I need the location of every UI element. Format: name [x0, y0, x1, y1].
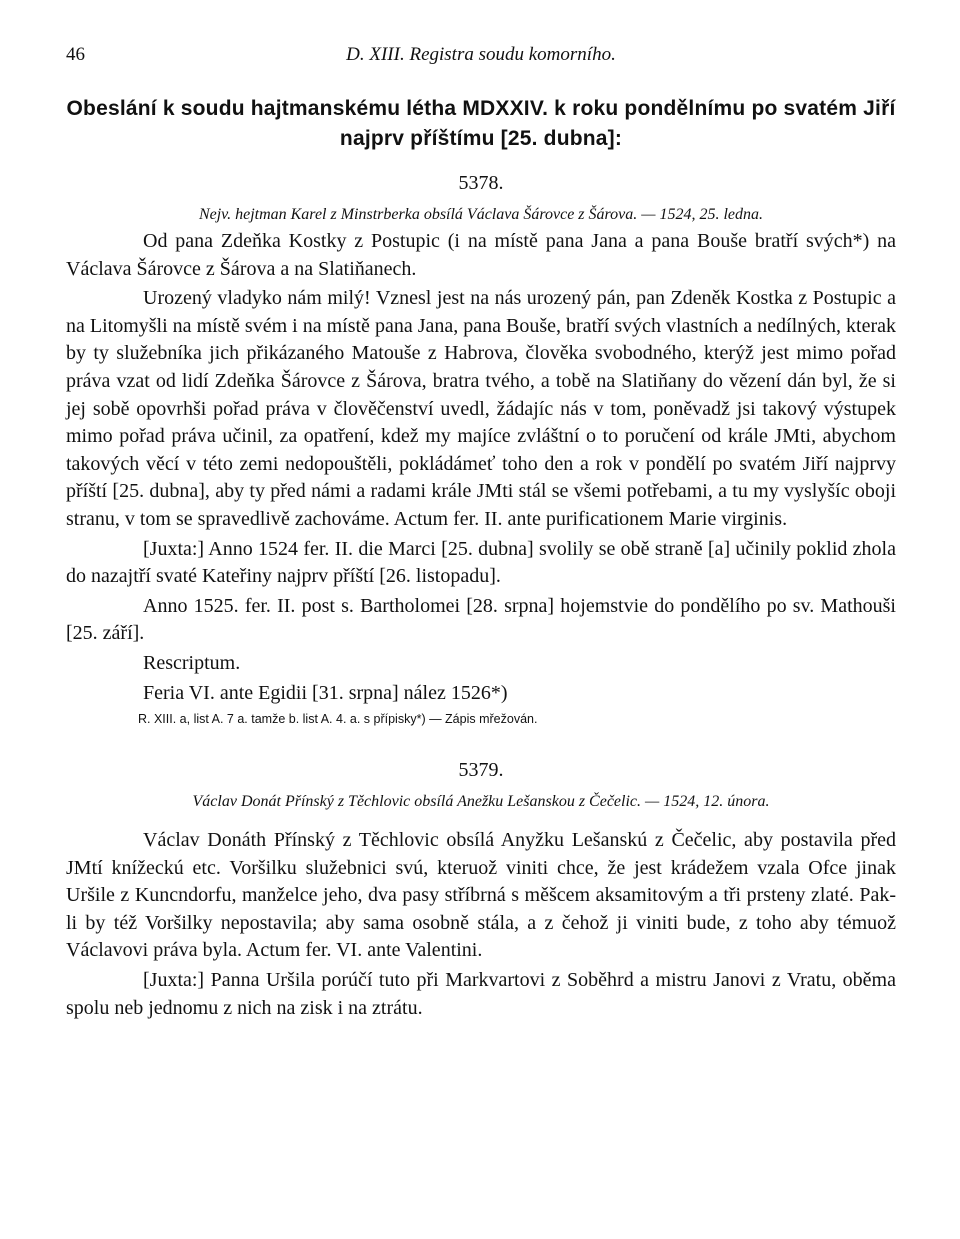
document-page	[66, 44, 896, 1022]
running-title: D. XIII. Registra soudu komorního.	[346, 44, 616, 65]
document-entry	[66, 755, 896, 1022]
page-number: 46	[66, 44, 85, 65]
document-regest: Václav Donát Přínský z Těchlovic obsílá Anežku Lešanskou z Čečelic. — 1524, 12. února.	[192, 793, 770, 811]
paragraph: Urozený vladyko nám milý! Vznesl jest na nás urozený pán, pan Zdeněk Kostka z Postupic a na Litomyšli na místě svém i na místě pana Jana, pana Bouše, bratří svých vlastních a nedílných, kterak by ty služebníka jich přikázaného Matouše z Habrova, člověka svobodného, kterýž jest mimo pořad práva vzat od lidí Zdeňka Šárovce z Šárova, bratra tvého, a tobě na Slatiňany do vězení dán byl, že si jej sobě opovrhši pořad práva v člověčenství uvedl, žádajíc nás v tom, poněvadž jsi takový výstupek mimo pořad práva učinil, za opatření, kdež my majíce zvláštní o to poručení od krále JMti, abychom takových věcí v této zemi nedopouštěli, pokládámeť toho den a rok v pondělí po svatém Jiří najprvy příští [25. dubna], aby ty před námi a radami krále JMti stál se všemi potřebami, a tu my vyslyšíc oboji stranu, v tom se spravedlivě zachováme. Actum fer. II. ante purificationem Marie virginis.	[66, 287, 896, 530]
document-number: 5379.	[458, 759, 504, 782]
running-head	[66, 44, 896, 72]
paragraph: [Juxta:] Anno 1524 fer. II. die Marci [25. dubna] svolily se obě straně [a] učinily poklid zhola do nazajtří svaté Kateřiny najprv příští [26. listopadu].	[66, 537, 896, 588]
document-entry	[66, 168, 896, 729]
section-title: Obeslání k soudu hajtmanskému létha MDXXIV. k roku pondělnímu po svatém Jiří najprv příštímu [25. dubna]:	[66, 97, 896, 150]
source-note: R. XIII. a, list A. 7 a. tamže b. list A. 4. a. s přípisky*) — Zápis mřežován.	[138, 712, 538, 727]
paragraph: [Juxta:] Panna Uršila porúčí tuto při Markvartovi z Soběhrd a mistru Janovi z Vratu, oběma spolu neb jednomu z nich na zisk i na ztrátu.	[66, 969, 896, 1019]
paragraph: Václav Donáth Přínský z Těchlovic obsílá Anyžku Lešanskú z Čečelic, aby postavila před JMtí knížeckú etc. Voršilku služebnici svú, kteruož viniti chce, že jest krádežem vzala Ofce jinak Uršile z Kuncndorfu, manželce jeho, dva pasy stříbrná s měšcem aksamitovým a tři prsteny zlaté. Pak-li by též Voršilky nepostavila; aby sama osobně stála, a z čehož ji viniti bude, z toho aby témuož Václavovi práva byla. Actum fer. VI. ante Valentini.	[66, 829, 896, 962]
paragraph: Od pana Zdeňka Kostky z Postupic (i na místě pana Jana a pana Bouše bratří svých*) na Václava Šárovce z Šárova a na Slatiňanech.	[66, 230, 896, 280]
paragraph: Feria VI. ante Egidii [31. srpna] nález 1526*)	[143, 681, 508, 704]
document-regest: Nejv. hejtman Karel z Minstrberka obsílá Václava Šárovce z Šárova. — 1524, 25. ledna.	[198, 206, 764, 223]
document-number: 5378.	[458, 172, 504, 194]
paragraph: Rescriptum.	[143, 651, 241, 674]
paragraph: Anno 1525. fer. II. post s. Bartholomei [28. srpna] hojemstvie do pondělího po sv. Mathouši [25. září].	[66, 594, 896, 645]
